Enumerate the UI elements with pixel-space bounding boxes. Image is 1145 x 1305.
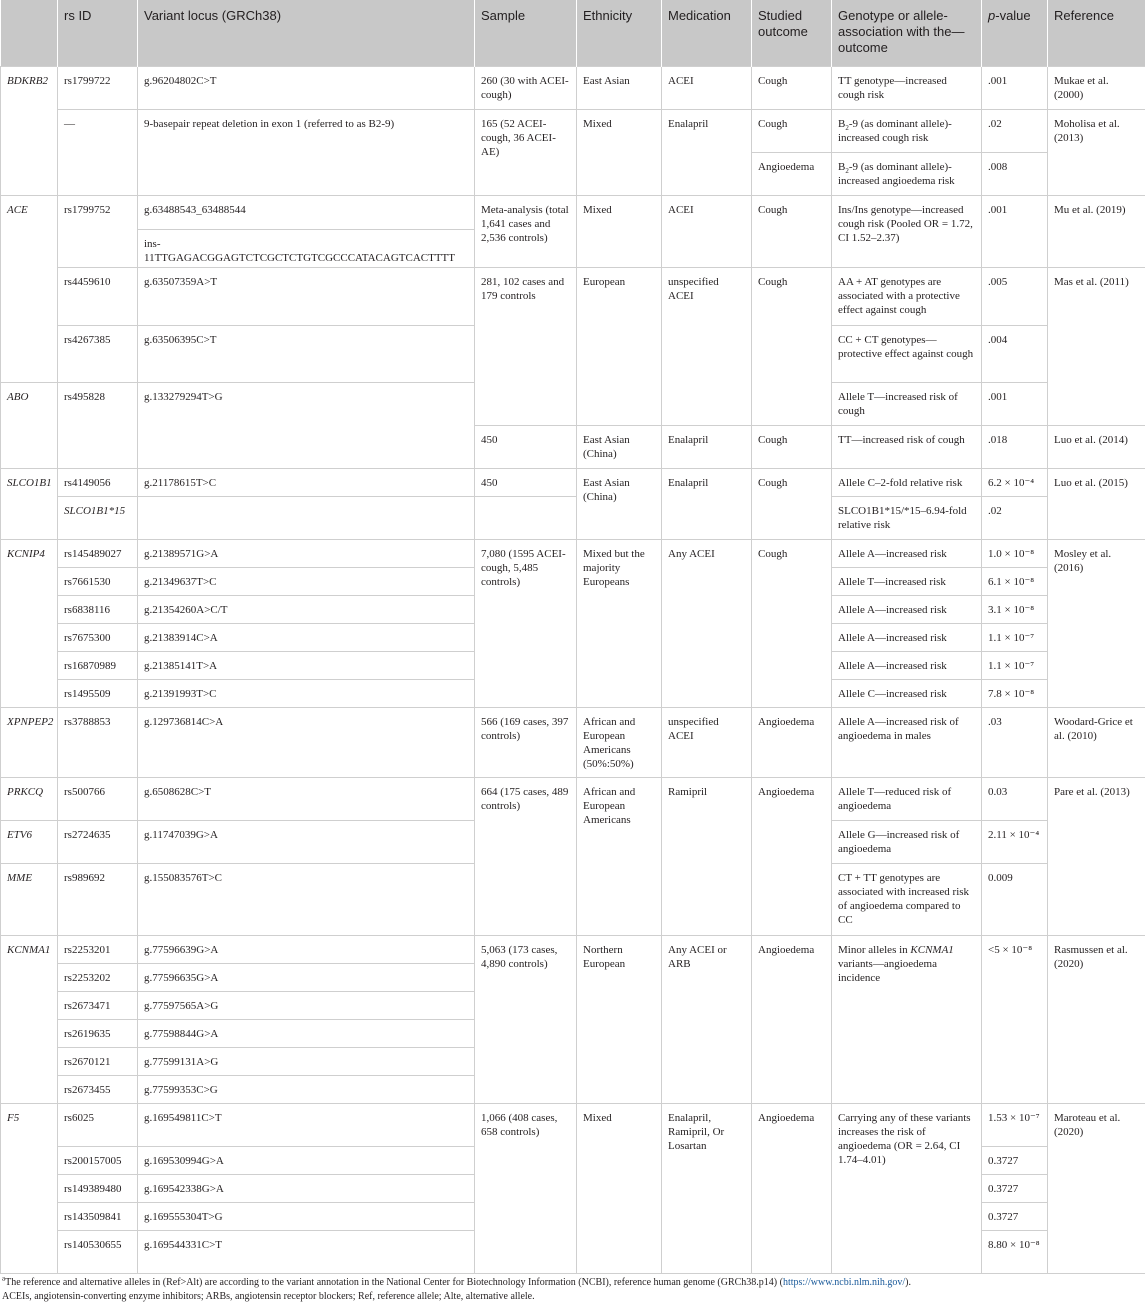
p-value-cell: .004 bbox=[982, 326, 1048, 383]
ncbi-link[interactable]: https://www.ncbi.nlm.nih.gov/ bbox=[782, 1277, 906, 1288]
association-cell: CC + CT genotypes—protective effect against cough bbox=[832, 326, 982, 383]
p-value-cell: .005 bbox=[982, 268, 1048, 326]
reference-cell: Mosley et al. (2016) bbox=[1048, 540, 1145, 708]
sample-cell: Meta-analysis (total 1,641 cases and 2,536 controls) bbox=[475, 196, 577, 268]
p-value-cell: 1.53 × 10⁻⁷ bbox=[982, 1104, 1048, 1147]
sample-cell: 7,080 (1595 ACEI-cough, 5,485 controls) bbox=[475, 540, 577, 708]
association-cell: Allele A—increased risk bbox=[832, 596, 982, 624]
association-cell: Allele A—increased risk bbox=[832, 540, 982, 568]
locus-cell: ins-11TTGAGACGGAGTCTCGCTCTGTCGCCCATACAGTCACTTTT bbox=[138, 230, 475, 268]
rs-cell: rs4149056 bbox=[58, 469, 138, 497]
rs-cell: rs1799752 bbox=[58, 196, 138, 268]
p-value-cell: 8.80 × 10⁻⁸ bbox=[982, 1231, 1048, 1274]
header-p-italic: p bbox=[988, 8, 996, 23]
medication-cell: unspecified ACEI bbox=[662, 708, 752, 778]
association-cell bbox=[832, 153, 982, 196]
assoc-text: -9 (as dominant allele)-increased cough risk bbox=[838, 118, 952, 144]
locus-cell: g.21385141T>A bbox=[138, 652, 475, 680]
rs-cell: rs1495509 bbox=[58, 680, 138, 708]
header-ethnicity: Ethnicity bbox=[577, 0, 662, 67]
footnote-abbreviations: ACEIs, angiotensin-converting enzyme inhibitors; ARBs, angiotensin receptor blockers; Ref, reference allele; Alte, alternative allele. bbox=[2, 1291, 535, 1302]
reference-cell: Maroteau et al. (2020) bbox=[1048, 1104, 1145, 1274]
locus-cell: g.21391993T>C bbox=[138, 680, 475, 708]
p-value-cell: .001 bbox=[982, 383, 1048, 426]
locus-cell: g.21389571G>A bbox=[138, 540, 475, 568]
outcome-cell: Angioedema bbox=[752, 1104, 832, 1274]
outcome-cell: Cough bbox=[752, 196, 832, 268]
p-value-cell: <5 × 10⁻⁸ bbox=[982, 936, 1048, 1104]
ethnicity-cell: Mixed bbox=[577, 1104, 662, 1274]
rs-cell: rs2673455 bbox=[58, 1076, 138, 1104]
reference-cell: Mas et al. (2011) bbox=[1048, 268, 1145, 426]
outcome-cell: Cough bbox=[752, 110, 832, 153]
association-cell: CT + TT genotypes are associated with increased risk of angioedema compared to CC bbox=[832, 864, 982, 936]
header-rs-id: rs ID bbox=[58, 0, 138, 67]
rs-cell: rs145489027 bbox=[58, 540, 138, 568]
header-row bbox=[1, 0, 1145, 67]
rs-cell: SLCO1B1*15 bbox=[58, 497, 138, 540]
rs-cell: rs2619635 bbox=[58, 1020, 138, 1048]
ethnicity-cell: Northern European bbox=[577, 936, 662, 1104]
assoc-text: -9 (as dominant allele)-increased angioedema risk bbox=[838, 161, 955, 187]
medication-cell: ACEI bbox=[662, 67, 752, 110]
gene-cell: SLCO1B1 bbox=[1, 469, 58, 540]
sample-cell: 260 (30 with ACEI-cough) bbox=[475, 67, 577, 110]
p-value-cell: 0.3727 bbox=[982, 1147, 1048, 1175]
table-row bbox=[1, 469, 1145, 497]
assoc-text: Minor alleles in bbox=[838, 944, 911, 956]
reference-cell: Moholisa et al. (2013) bbox=[1048, 110, 1145, 196]
association-cell: SLCO1B1*15/*15–6.94-fold relative risk bbox=[832, 497, 982, 540]
rs-cell: rs7675300 bbox=[58, 624, 138, 652]
p-value-cell: .001 bbox=[982, 196, 1048, 268]
reference-cell: Pare et al. (2013) bbox=[1048, 778, 1145, 936]
table-row bbox=[1, 268, 1145, 326]
association-cell: Allele C—increased risk bbox=[832, 680, 982, 708]
rs-cell: rs6838116 bbox=[58, 596, 138, 624]
locus-cell: 9-basepair repeat deletion in exon 1 (referred to as B2-9) bbox=[138, 110, 475, 196]
ethnicity-cell: East Asian (China) bbox=[577, 426, 662, 469]
assoc-text: variants—angioedema incidence bbox=[838, 958, 937, 984]
ethnicity-cell: European bbox=[577, 268, 662, 426]
sample-cell bbox=[475, 497, 577, 540]
reference-cell: Luo et al. (2015) bbox=[1048, 469, 1145, 540]
association-cell: TT—increased risk of cough bbox=[832, 426, 982, 469]
locus-cell: g.21349637T>C bbox=[138, 568, 475, 596]
header-medication: Medication bbox=[662, 0, 752, 67]
medication-cell: unspecified ACEI bbox=[662, 268, 752, 426]
footnote-text: The reference and alternative alleles in (Ref>Alt) are according to the variant annotation in the National Center for Biotechnology Information (NCBI), reference human genome (GRCh38.p14) ( bbox=[5, 1277, 783, 1288]
ethnicity-cell: Mixed bbox=[577, 110, 662, 196]
locus-cell: g.169544331C>T bbox=[138, 1231, 475, 1274]
medication-cell: Ramipril bbox=[662, 778, 752, 936]
gene-cell: ACE bbox=[1, 196, 58, 383]
locus-cell: g.169530994G>A bbox=[138, 1147, 475, 1175]
rs-cell: rs140530655 bbox=[58, 1231, 138, 1274]
sample-cell: 281, 102 cases and 179 controls bbox=[475, 268, 577, 426]
association-cell: Allele G—increased risk of angioedema bbox=[832, 821, 982, 864]
sample-cell: 566 (169 cases, 397 controls) bbox=[475, 708, 577, 778]
outcome-cell: Cough bbox=[752, 67, 832, 110]
locus-cell: g.77596635G>A bbox=[138, 964, 475, 992]
p-value-cell: .018 bbox=[982, 426, 1048, 469]
gene-cell: KCNMA1 bbox=[1, 936, 58, 1104]
gene-cell: F5 bbox=[1, 1104, 58, 1274]
assoc-subscript: 2 bbox=[845, 167, 849, 176]
table-row bbox=[1, 67, 1145, 110]
rs-cell: rs7661530 bbox=[58, 568, 138, 596]
association-cell: Allele A—increased risk bbox=[832, 624, 982, 652]
sample-cell: 664 (175 cases, 489 controls) bbox=[475, 778, 577, 936]
locus-cell: g.169555304T>G bbox=[138, 1203, 475, 1231]
rs-cell: rs989692 bbox=[58, 864, 138, 936]
locus-cell bbox=[138, 497, 475, 540]
ethnicity-cell: African and European Americans bbox=[577, 778, 662, 936]
rs-cell: rs149389480 bbox=[58, 1175, 138, 1203]
association-cell: TT genotype—increased cough risk bbox=[832, 67, 982, 110]
ethnicity-cell: African and European Americans (50%:50%) bbox=[577, 708, 662, 778]
header-sample: Sample bbox=[475, 0, 577, 67]
table-row bbox=[1, 497, 1145, 540]
medication-cell: Enalapril bbox=[662, 426, 752, 469]
locus-cell: g.169549811C>T bbox=[138, 1104, 475, 1147]
p-value-cell: 1.1 × 10⁻⁷ bbox=[982, 624, 1048, 652]
table-row bbox=[1, 540, 1145, 568]
medication-cell: Any ACEI or ARB bbox=[662, 936, 752, 1104]
table-row bbox=[1, 708, 1145, 778]
p-value-cell: .008 bbox=[982, 153, 1048, 196]
locus-cell: g.63506395C>T bbox=[138, 326, 475, 383]
locus-cell: g.77597565A>G bbox=[138, 992, 475, 1020]
reference-cell: Luo et al. (2014) bbox=[1048, 426, 1145, 469]
gene-cell: ETV6 bbox=[1, 821, 58, 864]
association-cell: Allele T—reduced risk of angioedema bbox=[832, 778, 982, 821]
medication-cell: ACEI bbox=[662, 196, 752, 268]
sample-cell: 450 bbox=[475, 469, 577, 497]
p-value-cell: 6.2 × 10⁻⁴ bbox=[982, 469, 1048, 497]
p-value-cell: 2.11 × 10⁻⁴ bbox=[982, 821, 1048, 864]
locus-cell: g.155083576T>C bbox=[138, 864, 475, 936]
header-gene bbox=[1, 0, 58, 67]
locus-cell: g.21383914C>A bbox=[138, 624, 475, 652]
p-value-cell: 0.3727 bbox=[982, 1203, 1048, 1231]
header-outcome: Studied outcome bbox=[752, 0, 832, 67]
rs-cell: rs2253202 bbox=[58, 964, 138, 992]
ethnicity-cell: Mixed bbox=[577, 196, 662, 268]
outcome-cell: Angioedema bbox=[752, 936, 832, 1104]
gene-cell: MME bbox=[1, 864, 58, 936]
table-row bbox=[1, 110, 1145, 153]
association-cell: Ins/Ins genotype—increased cough risk (Pooled OR = 1.72, CI 1.52–2.37) bbox=[832, 196, 982, 268]
p-value-cell: 6.1 × 10⁻⁸ bbox=[982, 568, 1048, 596]
ethnicity-cell: East Asian (China) bbox=[577, 469, 662, 540]
locus-cell: g.77599353C>G bbox=[138, 1076, 475, 1104]
locus-cell: g.6508628C>T bbox=[138, 778, 475, 821]
rs-cell: rs2253201 bbox=[58, 936, 138, 964]
p-value-cell: 3.1 × 10⁻⁸ bbox=[982, 596, 1048, 624]
rs-cell: rs4459610 bbox=[58, 268, 138, 326]
locus-cell: g.96204802C>T bbox=[138, 67, 475, 110]
locus-cell: g.77596639G>A bbox=[138, 936, 475, 964]
outcome-cell: Angioedema bbox=[752, 708, 832, 778]
association-cell: Allele C–2-fold relative risk bbox=[832, 469, 982, 497]
rs-cell: rs6025 bbox=[58, 1104, 138, 1147]
assoc-gene: KCNMA1 bbox=[910, 944, 954, 956]
footnote-marker: a bbox=[2, 1274, 6, 1283]
table-row bbox=[1, 1104, 1145, 1147]
reference-cell: Mukae et al. (2000) bbox=[1048, 67, 1145, 110]
ethnicity-cell: Mixed but the majority Europeans bbox=[577, 540, 662, 708]
association-cell: Allele A—increased risk bbox=[832, 652, 982, 680]
p-value-cell: .001 bbox=[982, 67, 1048, 110]
locus-cell: g.169542338G>A bbox=[138, 1175, 475, 1203]
gene-cell: PRKCQ bbox=[1, 778, 58, 821]
rs-cell: — bbox=[58, 110, 138, 196]
header-p-rest: -value bbox=[995, 8, 1031, 23]
medication-cell: Enalapril bbox=[662, 110, 752, 196]
rs-cell: rs4267385 bbox=[58, 326, 138, 383]
assoc-text: B bbox=[838, 118, 846, 130]
p-value-cell: .02 bbox=[982, 110, 1048, 153]
reference-cell: Woodard-Grice et al. (2010) bbox=[1048, 708, 1145, 778]
rs-cell: rs2724635 bbox=[58, 821, 138, 864]
p-value-cell: 1.0 × 10⁻⁸ bbox=[982, 540, 1048, 568]
gene-cell: BDKRB2 bbox=[1, 67, 58, 196]
header-locus: Variant locus (GRCh38) bbox=[138, 0, 475, 67]
rs-cell: rs200157005 bbox=[58, 1147, 138, 1175]
table-row bbox=[1, 778, 1145, 821]
outcome-cell: Angioedema bbox=[752, 153, 832, 196]
header-p-value bbox=[982, 0, 1048, 67]
assoc-subscript: 2 bbox=[845, 124, 849, 133]
rs-cell: rs3788853 bbox=[58, 708, 138, 778]
rs-cell: rs16870989 bbox=[58, 652, 138, 680]
locus-cell: g.133279294T>G bbox=[138, 383, 475, 469]
assoc-text: B bbox=[838, 161, 846, 173]
p-value-cell: 0.009 bbox=[982, 864, 1048, 936]
association-cell: Carrying any of these variants increases the risk of angioedema (OR = 2.64, CI 1.74–4.01) bbox=[832, 1104, 982, 1274]
gene-cell: ABO bbox=[1, 383, 58, 469]
gene-cell: XPNPEP2 bbox=[1, 708, 58, 778]
locus-cell: g.21178615T>C bbox=[138, 469, 475, 497]
locus-cell: g.63488543_63488544 bbox=[138, 196, 475, 230]
locus-cell: g.11747039G>A bbox=[138, 821, 475, 864]
outcome-cell: Cough bbox=[752, 426, 832, 469]
association-cell: Allele T—increased risk bbox=[832, 568, 982, 596]
p-value-cell: 7.8 × 10⁻⁸ bbox=[982, 680, 1048, 708]
p-value-cell: 0.3727 bbox=[982, 1175, 1048, 1203]
outcome-cell: Cough bbox=[752, 540, 832, 708]
reference-cell: Rasmussen et al. (2020) bbox=[1048, 936, 1145, 1104]
association-cell: AA + AT genotypes are associated with a protective effect against cough bbox=[832, 268, 982, 326]
medication-cell: Enalapril bbox=[662, 469, 752, 540]
locus-cell: g.21354260A>C/T bbox=[138, 596, 475, 624]
footnote-a bbox=[2, 1276, 1142, 1289]
medication-cell: Enalapril, Ramipril, Or Losartan bbox=[662, 1104, 752, 1274]
outcome-cell: Cough bbox=[752, 268, 832, 426]
gene-cell: KCNIP4 bbox=[1, 540, 58, 708]
locus-cell: g.77598844G>A bbox=[138, 1020, 475, 1048]
p-value-cell: .03 bbox=[982, 708, 1048, 778]
footnote-end: ). bbox=[905, 1277, 911, 1288]
rs-cell: rs143509841 bbox=[58, 1203, 138, 1231]
outcome-cell: Cough bbox=[752, 469, 832, 540]
rs-cell: rs2670121 bbox=[58, 1048, 138, 1076]
association-cell bbox=[832, 110, 982, 153]
outcome-cell: Angioedema bbox=[752, 778, 832, 936]
ethnicity-cell: East Asian bbox=[577, 67, 662, 110]
association-cell bbox=[832, 936, 982, 1104]
medication-cell: Any ACEI bbox=[662, 540, 752, 708]
association-cell: Allele T—increased risk of cough bbox=[832, 383, 982, 426]
rs-cell: rs495828 bbox=[58, 383, 138, 469]
sample-cell: 450 bbox=[475, 426, 577, 469]
sample-cell: 165 (52 ACEI-cough, 36 ACEI-AE) bbox=[475, 110, 577, 196]
p-value-cell: 0.03 bbox=[982, 778, 1048, 821]
p-value-cell: 1.1 × 10⁻⁷ bbox=[982, 652, 1048, 680]
table-row bbox=[1, 196, 1145, 230]
rs-cell: rs500766 bbox=[58, 778, 138, 821]
locus-cell: g.63507359A>T bbox=[138, 268, 475, 326]
rs-cell: rs2673471 bbox=[58, 992, 138, 1020]
locus-cell: g.77599131A>G bbox=[138, 1048, 475, 1076]
reference-cell: Mu et al. (2019) bbox=[1048, 196, 1145, 268]
p-value-cell: .02 bbox=[982, 497, 1048, 540]
header-reference: Reference bbox=[1048, 0, 1145, 67]
locus-cell: g.129736814C>A bbox=[138, 708, 475, 778]
association-cell: Allele A—increased risk of angioedema in males bbox=[832, 708, 982, 778]
header-association: Genotype or allele-association with the—outcome bbox=[832, 0, 982, 67]
rs-cell: rs1799722 bbox=[58, 67, 138, 110]
sample-cell: 5,063 (173 cases, 4,890 controls) bbox=[475, 936, 577, 1104]
table-row bbox=[1, 936, 1145, 964]
sample-cell: 1,066 (408 cases, 658 controls) bbox=[475, 1104, 577, 1274]
